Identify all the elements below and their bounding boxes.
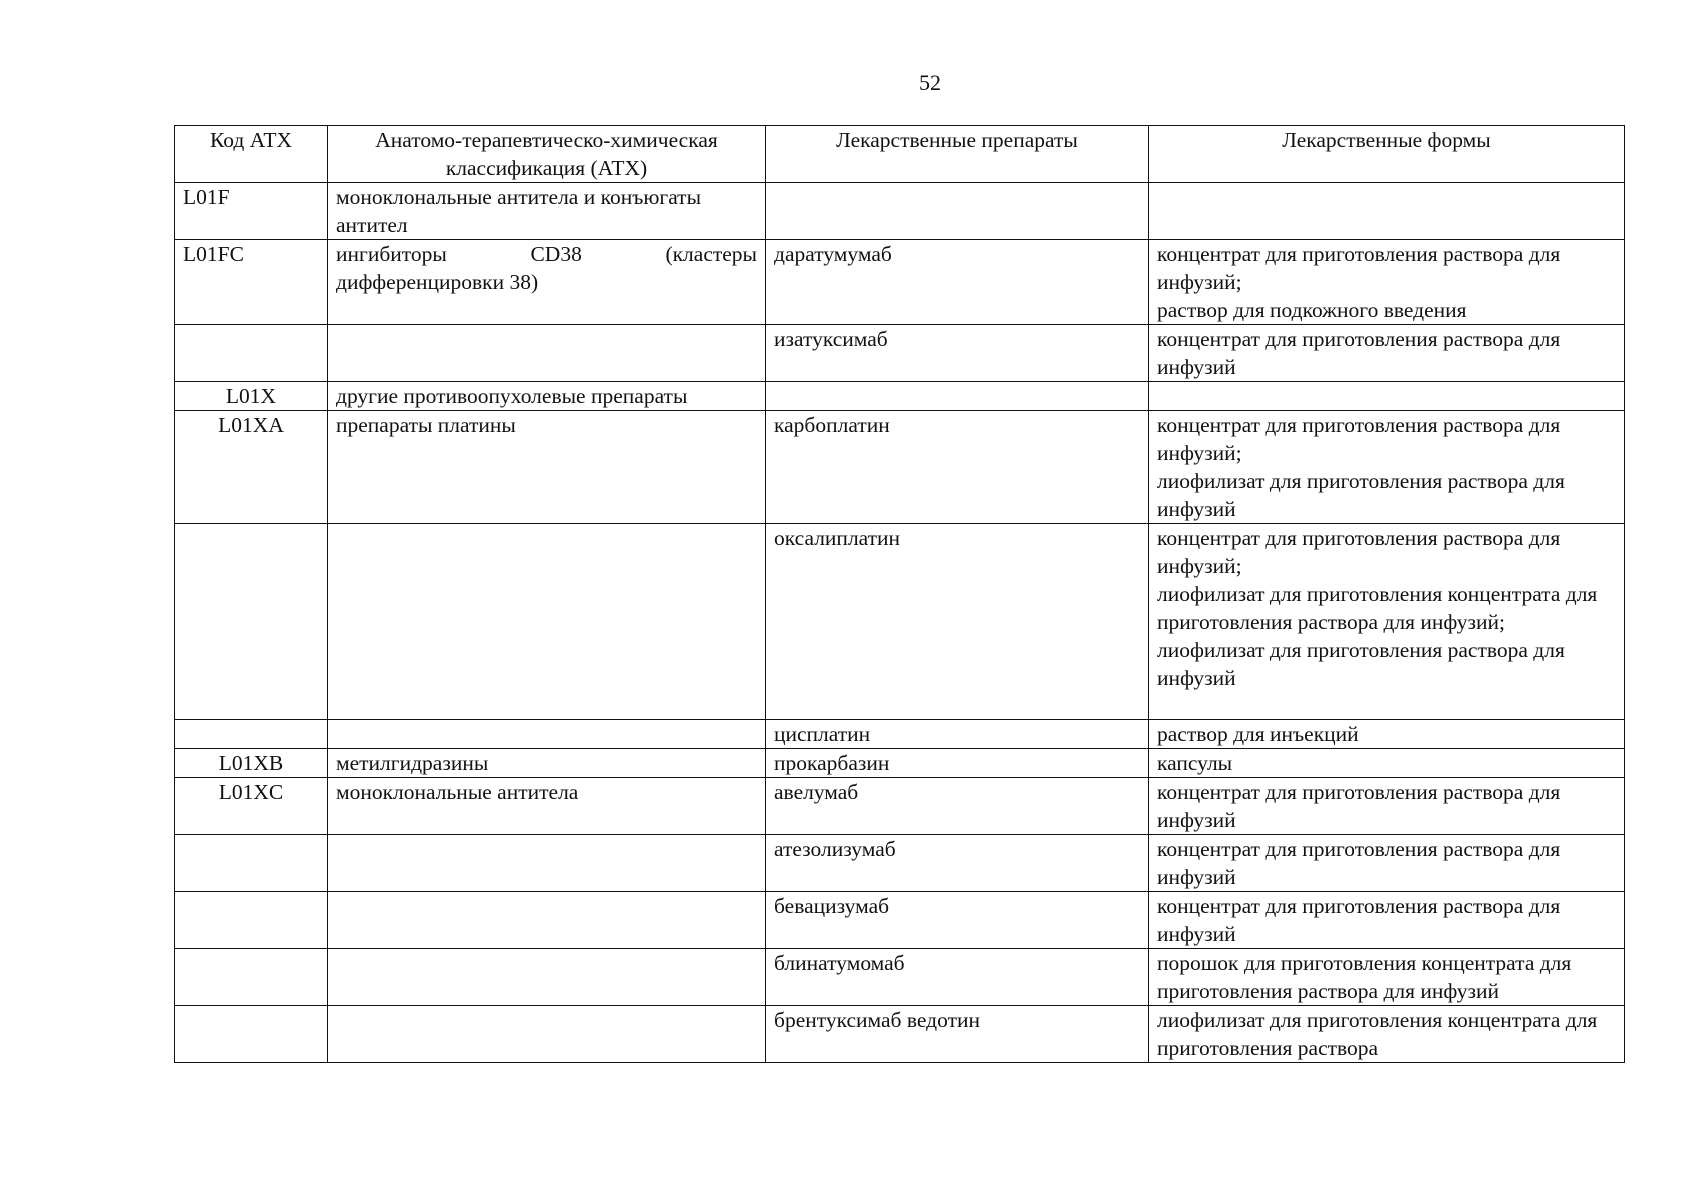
table-row [175,892,1625,949]
atx-code-cell [175,892,328,949]
forms-cell [1149,183,1625,240]
table-row [175,778,1625,835]
form-entry: раствор для инъекций [1157,722,1359,746]
atx-group-cell: метилгидразины [328,749,766,778]
atx-group-cell: препараты платины [328,411,766,524]
table-row [175,240,1625,325]
forms-cell [1149,835,1625,892]
atx-group-cell [328,325,766,382]
drug-cell [766,382,1149,411]
atx-word: CD38 [530,242,582,266]
atx-group-cell [328,720,766,749]
atx-code-cell [175,949,328,1006]
header-drugs: Лекарственные препараты [766,126,1149,183]
atx-group-cell [328,892,766,949]
forms-cell [1149,240,1625,325]
drug-cell [766,183,1149,240]
header-atx: Анатомо-терапевтическо-химическая классификация (АТХ) [328,126,766,183]
forms-cell [1149,720,1625,749]
table-row [175,1006,1625,1063]
atx-code-cell [175,720,328,749]
atx-code-cell [175,1006,328,1063]
table-header-row [175,126,1625,183]
atx-code-cell: L01F [175,183,328,240]
atx-group-line [336,240,757,268]
form-entry: концентрат для приготовления раствора для инфузий [1157,327,1561,379]
table-row [175,720,1625,749]
table-row [175,183,1625,240]
atx-code-cell: L01XA [175,411,328,524]
atx-code-cell: L01XB [175,749,328,778]
forms-cell [1149,749,1625,778]
form-entry: лиофилизат для приготовления раствора для инфузий [1157,469,1565,521]
table-row [175,949,1625,1006]
forms-cell [1149,325,1625,382]
drug-cell: брентуксимаб ведотин [766,1006,1149,1063]
form-entry: концентрат для приготовления раствора для инфузий; [1157,413,1561,465]
atx-code-cell: L01X [175,382,328,411]
atx-group-cell [328,835,766,892]
drug-cell: авелумаб [766,778,1149,835]
form-entry: капсулы [1157,751,1233,775]
drug-cell: прокарбазин [766,749,1149,778]
forms-cell [1149,892,1625,949]
atx-group-cell [328,240,766,325]
table-row [175,382,1625,411]
table-row [175,749,1625,778]
drug-cell: атезолизумаб [766,835,1149,892]
table-row [175,411,1625,524]
forms-cell [1149,949,1625,1006]
form-entry: концентрат для приготовления раствора для инфузий [1157,894,1561,946]
atx-group-cell [328,949,766,1006]
atx-code-cell [175,325,328,382]
atx-table [174,125,1625,1063]
form-entry: лиофилизат для приготовления концентрата для приготовления раствора для инфузий; [1157,582,1598,634]
page-number: 52 [919,70,941,95]
table-row [175,325,1625,382]
atx-group-cell [328,1006,766,1063]
forms-cell [1149,411,1625,524]
forms-cell [1149,382,1625,411]
atx-group-cell: моноклональные антитела и конъюгаты антител [328,183,766,240]
atx-group-line: дифференцировки 38) [336,270,539,294]
atx-code-cell [175,524,328,720]
atx-group-cell: моноклональные антитела [328,778,766,835]
forms-cell [1149,1006,1625,1063]
drug-cell: блинатумомаб [766,949,1149,1006]
form-entry: порошок для приготовления концентрата для приготовления раствора для инфузий [1157,951,1572,1003]
table-row [175,524,1625,720]
form-entry: лиофилизат для приготовления раствора для инфузий [1157,638,1565,690]
drug-cell: бевацизумаб [766,892,1149,949]
forms-cell [1149,524,1625,720]
form-entry: концентрат для приготовления раствора для инфузий; [1157,526,1561,578]
atx-word: (кластеры [665,242,757,266]
atx-code-cell [175,835,328,892]
atx-group-cell [328,524,766,720]
header-forms: Лекарственные формы [1149,126,1625,183]
drug-cell: даратумумаб [766,240,1149,325]
header-code: Код АТХ [175,126,328,183]
drug-cell: оксалиплатин [766,524,1149,720]
atx-code-cell: L01FC [175,240,328,325]
form-entry: концентрат для приготовления раствора для инфузий [1157,837,1561,889]
form-entry: лиофилизат для приготовления концентрата для приготовления раствора [1157,1008,1598,1060]
atx-group-cell: другие противоопухолевые препараты [328,382,766,411]
table-row [175,835,1625,892]
forms-cell [1149,778,1625,835]
form-entry: концентрат для приготовления раствора для инфузий [1157,780,1561,832]
form-entry: концентрат для приготовления раствора для инфузий; [1157,242,1561,294]
drug-cell: изатуксимаб [766,325,1149,382]
atx-code-cell: L01XC [175,778,328,835]
atx-word: ингибиторы [336,242,447,266]
drug-cell: карбоплатин [766,411,1149,524]
drug-cell: цисплатин [766,720,1149,749]
form-entry: раствор для подкожного введения [1157,298,1467,322]
